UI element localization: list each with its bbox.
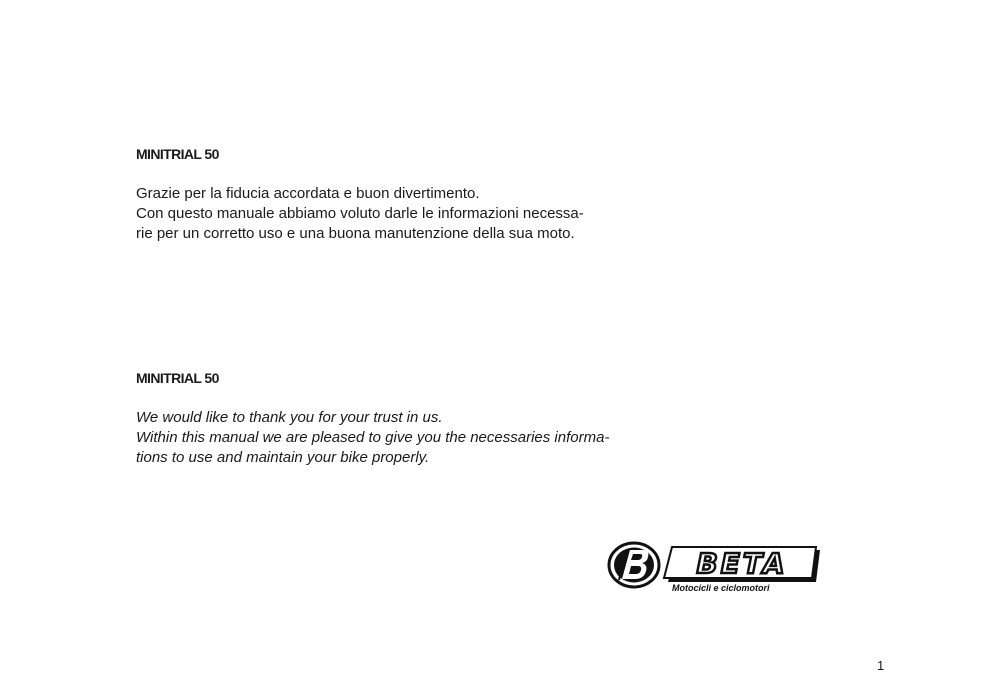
english-heading: MINITRIAL 50 [136,370,219,386]
italian-paragraph [136,184,736,244]
logo-tagline: Motocicli e ciclomotori [672,583,770,593]
italian-heading: MINITRIAL 50 [136,146,219,162]
english-paragraph [136,408,736,468]
italian-line-1: Grazie per la fiducia accordata e buon divertimento. [136,185,480,202]
english-intro [136,369,736,468]
beta-wordmark [664,547,820,582]
italian-line-3: rie per un corretto uso e una buona manutenzione della sua moto. [136,225,575,242]
svg-text:BETA: BETA [696,547,788,580]
beta-b-emblem-icon [609,543,659,587]
beta-logo [606,540,822,596]
page-number: 1 [877,658,885,673]
italian-line-2: Con questo manuale abbiamo voluto darle le informazioni necessa- [136,205,584,222]
english-line-2: Within this manual we are pleased to give you the necessaries informa- [136,429,610,446]
english-line-3: tions to use and maintain your bike properly. [136,449,430,466]
italian-intro [136,145,736,244]
english-line-1: We would like to thank you for your trust in us. [136,409,443,426]
